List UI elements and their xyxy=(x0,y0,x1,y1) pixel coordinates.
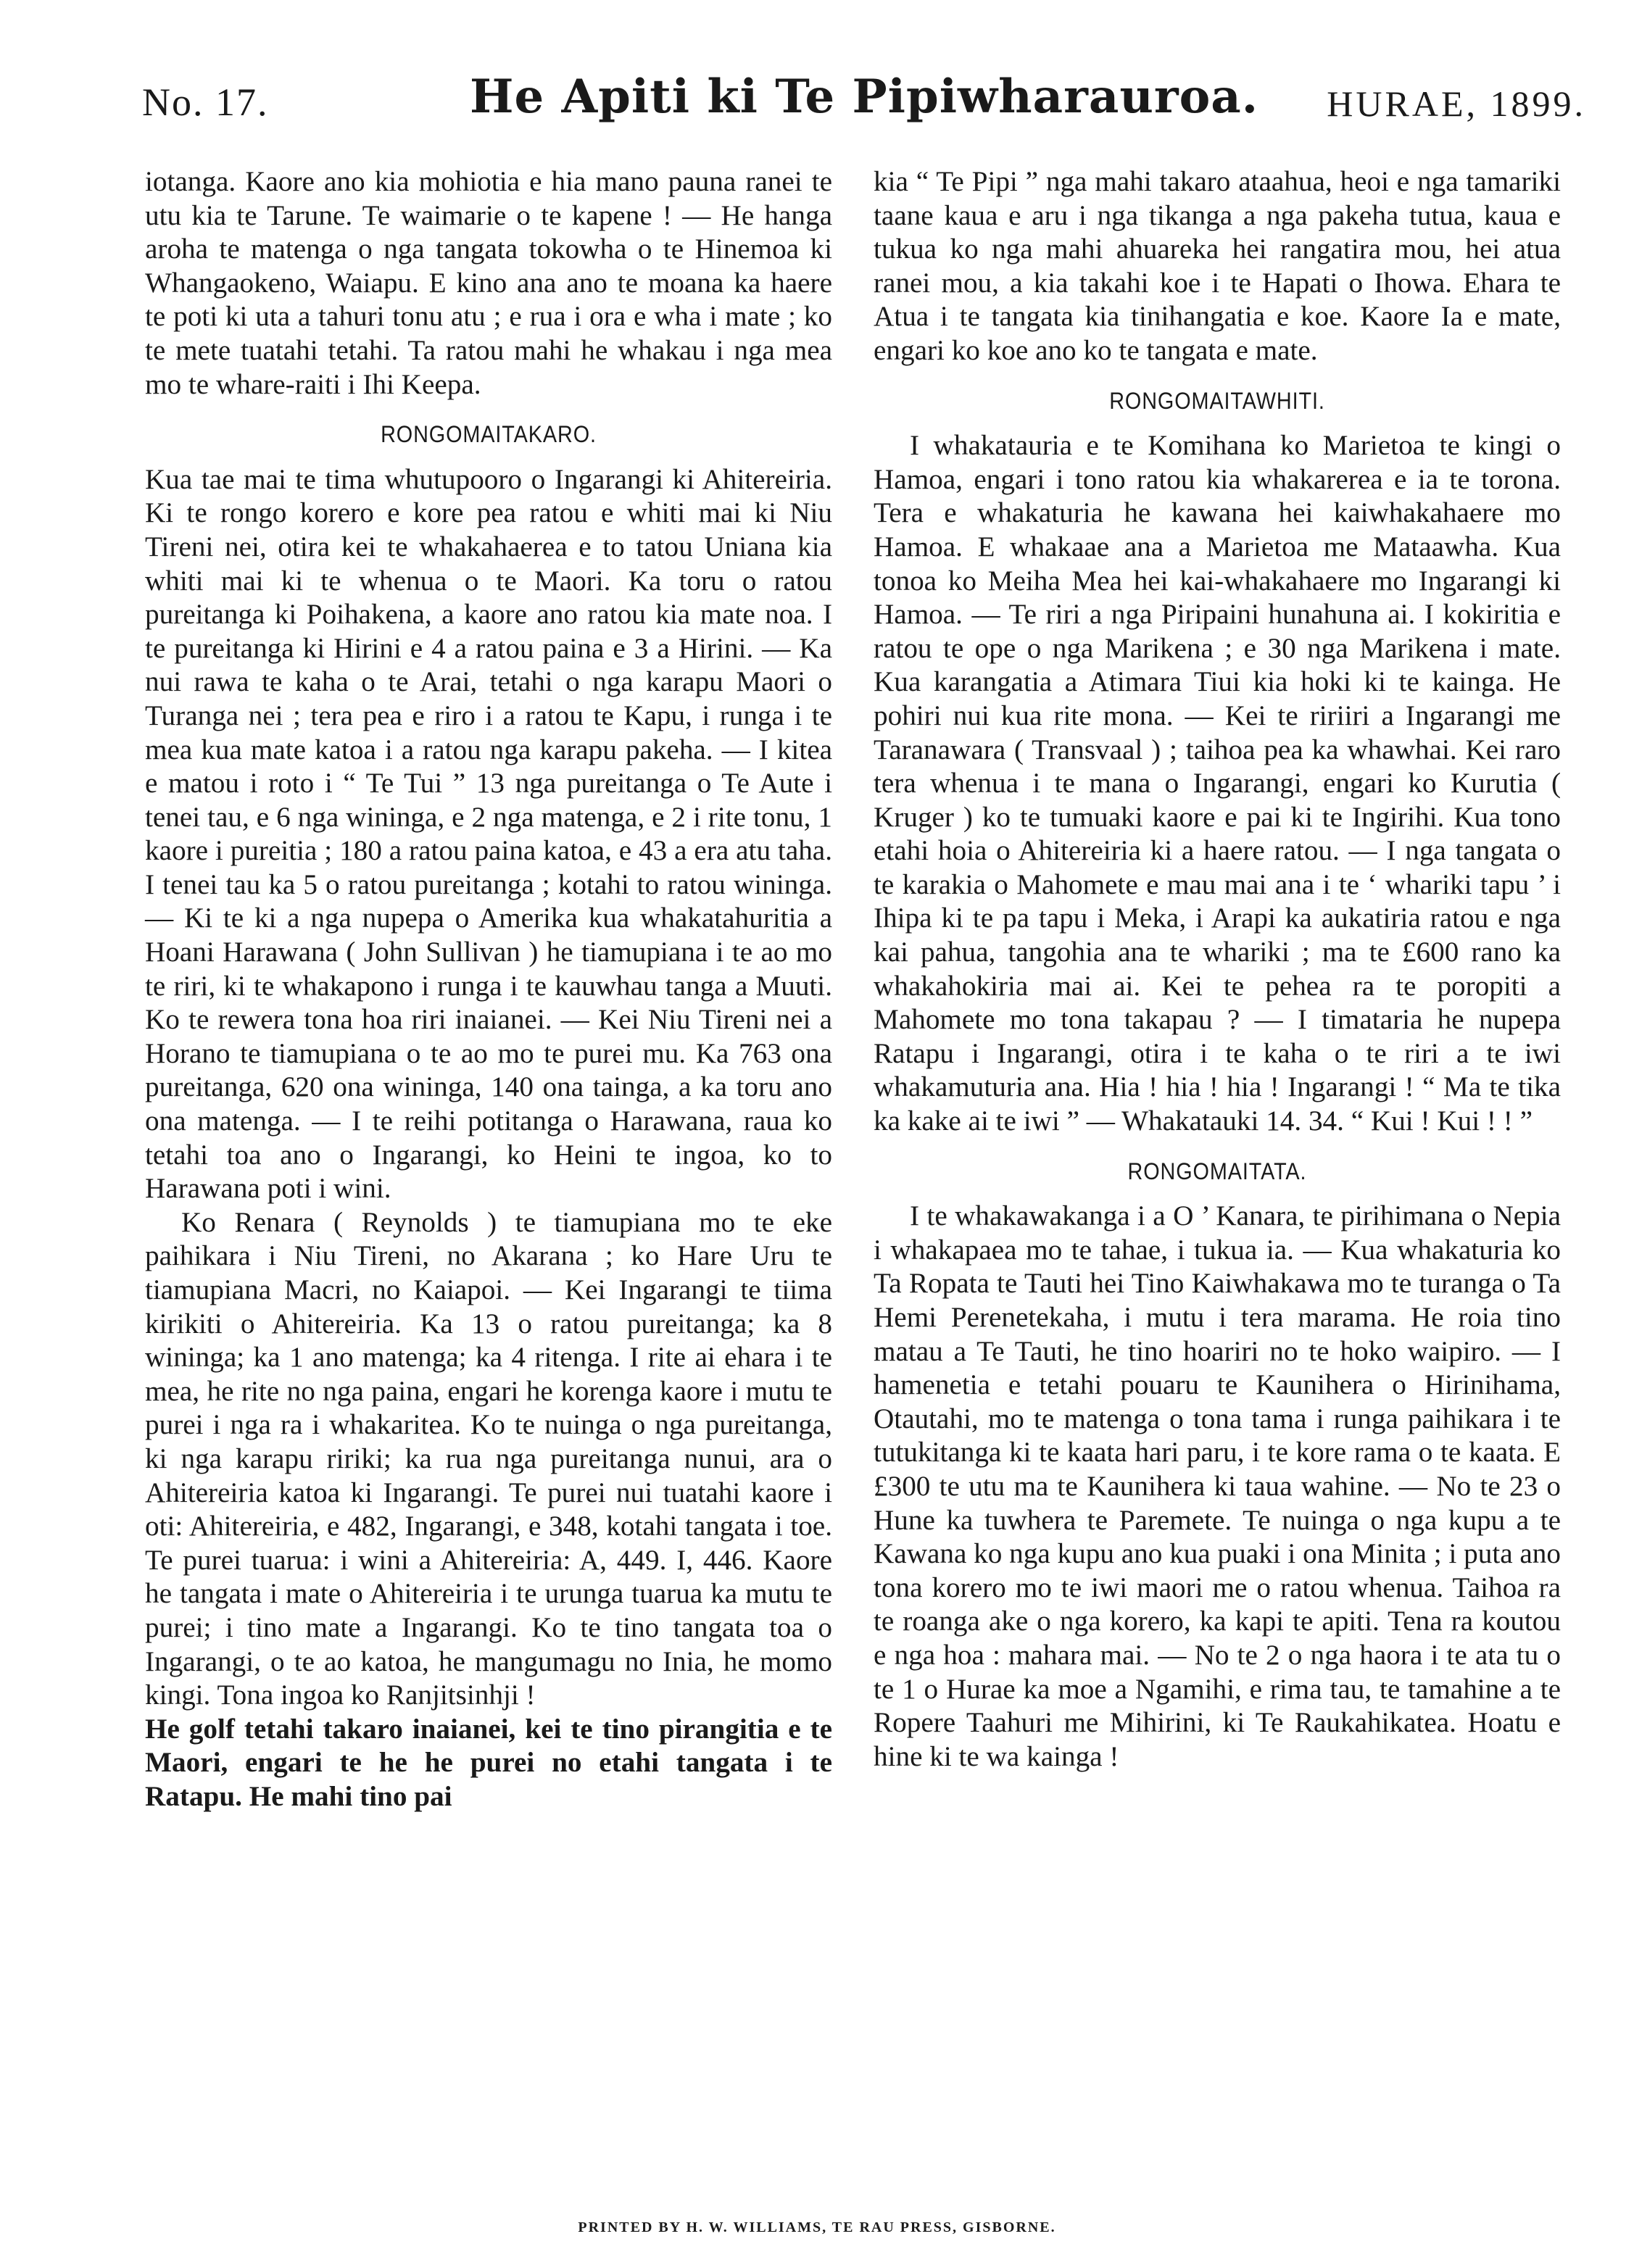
paragraph: I te whakawakanga i a O ’ Kanara, te pirihimana o Nepia i whakapaea mo te tahae, i tukua ia. — Kua whakaturia ko Ta Ropata te Tauti hei Tino Kaiwhakawa mo te turanga o Ta Hemi Perenetekaha, i mutu i tera marama. He roia tino matau a Te Tauti, he tino hoariri no te hoko waipiro. — I hamenetia e tetahi pouaru te Kaunihera o Hirinihama, Otautahi, mo te matenga o tona tama i runga paihikara i te tutukitanga ki te kaata hari paru, i te kore rama o te kaata. E £300 te utu ma te Kaunihera ki taua wahine. — No te 23 o Hune ka tuwhera te Paremete. Te nuinga o nga kupu a te Kawana ko nga kupu ano kua puaki i ona Minita ; i puta ano tona korero mo te iwi maori me o ratou whenua. Taihoa ra te roanga ake o nga korero, ka kapi te apiti. Tena ra koutou e nga hoa : mahara mai. — No te 2 o nga haora i te ata tu o te 1 o Hurae ka moe a Ngamihi, e rima tau, te tamahine a te Ropere Taahuri me Mihirini, ki Te Raukahikatea. Hoatu e hine ki te wa kainga ! xyxy=(874,1200,1561,1772)
section-heading-rongomaitata: RONGOMAITATA. xyxy=(1127,1158,1307,1184)
left-column xyxy=(145,165,832,1814)
paragraph: I whakatauria e te Komihana ko Marietoa te kingi o Hamoa, engari i tono ratou kia whakarerea e ia te torona. Tera e whakaturia he kawana hei kaiwhakahaere mo Hamoa. E whakaae ana a Marietoa me Mataawha. Kua tonoa ko Meiha Mea hei kai-whakahaere mo Ingarangi ki Hamoa. — Te riri a nga Piripaini hunahuna ai. I kokiritia e ratou te ope o nga Marikena ; e 30 nga Marikena i mate. Kua karangatia a Atimara Tiui kia hoki ki te kainga. He pohiri nui kua rite mona. — Kei te ririiri a Ingarangi me Taranawara ( Transvaal ) ; taihoa pea ka whawhai. Kei raro tera whenua i te mana o Ingarangi, engari ko Kurutia ( Kruger ) ko te tumuaki kaore e pai ki te Ingirihi. Kua tono etahi hoia o Ahitereiria ki a haere ratou. — I nga tangata o te karakia o Mahomete e mau mai ana i te ‘ whariki tapu ’ i Ihipa ki te pa tapu i Meka, i Arapi ka aukatiria ratou e nga kai pahua, tangohia ana te whariki ; ma te £600 rano ka whakahokiria mai ai. Kei te pehea ra te poropiti a Mahomete mo tona takapau ? — I timataria he nupepa Ratapu i Ingarangi, otira i te kaha o te riri a te iwi whakamuturia ana. Hia ! hia ! hia ! Ingarangi ! “ Ma te tika ka kake ai te iwi ” — Whakatauki 14. 34. “ Kui ! Kui ! ! ” xyxy=(874,430,1561,1137)
paragraph: kia “ Te Pipi ” nga mahi takaro ataahua, heoi e nga tamariki taane kaua e aru i nga tikanga a nga pakeha tutua, kaua e tukua ko nga mahi ahuareka hei rangatira mou, hei atua ranei mou, a kia takahi koe i te Hapati o Ihowa. Ehara te Atua i te tangata kia tinihangatia e koe. Kaore Ia e mate, engari ko koe ano ko te tangata e mate. xyxy=(874,166,1561,366)
paragraph: Kua tae mai te tima whutupooro o Ingarangi ki Ahitereiria. Ki te rongo korero e kore pea ratou e whiti mai ki Niu Tireni nei, otira kei te whakahaerea e to tatou Uniana kia whiti mai ki te whenua o te Maori. Ka toru o ratou pureitanga ki Poihakena, a kaore ano ratou kia mate noa. I te pureitanga ki Hirini e 4 a ratou paina e 3 a Hirini. — Ka nui rawa te kaha o te Arai, tetahi o nga karapu Maori o Turanga nei ; tera pea e riro i a ratou te Kapu, i runga i te mea kua mate katoa i a ratou nga karapu pakeha. — I kitea e matou i roto i “ Te Tui ” 13 nga pureitanga o Te Aute i tenei tau, e 6 nga wininga, e 2 nga matenga, e 2 i rite tonu, 1 kaore i pureitia ; 180 a ratou paina katoa, e 43 a era atu taha. I tenei tau ka 5 o ratou pureitanga ; kotahi to ratou wininga. — Ki te ki a nga nupepa o Amerika kua whakatahuritia a Hoani Harawana ( John Sullivan ) he tiamupiana i te ao mo te riri, ki te whakapono i runga i te kauwhau tanga a Muuti. Ko te rewera tona hoa riri inaianei. — Kei Niu Tireni nei a Horano te tiamupiana o te ao mo te purei mu. Ka 763 ona pureitanga, 620 ona wininga, 140 ona tainga, a ka toru ano ona matenga. — I te reihi potitanga o Harawana, raua ko tetahi toa ano o Ingarangi, ko Heini te ingoa, ko to Harawana poti i wini. xyxy=(145,463,832,1205)
issue-number: No. 17. xyxy=(142,80,269,124)
paragraph: He golf tetahi takaro inaianei, kei te tino pirangitia e te Maori, engari te he he purei no etahi tangata i te Ratapu. He mahi tino pai xyxy=(145,1713,832,1812)
section-heading-rongomaitawhiti: RONGOMAITAWHITI. xyxy=(1109,387,1325,414)
masthead-title: He Apiti ki Te Pipiwharauroa. xyxy=(469,70,1259,124)
page-header xyxy=(142,70,1586,142)
paragraph: Ko Renara ( Reynolds ) te tiamupiana mo te eke paihikara i Niu Tireni, no Akarana ; ko Hare Uru te tiamupiana Macri, no Kaiapoi. — Kei Ingarangi te tiima kirikiti o Ahitereiria. Ka 13 o ratou pureitanga; ka 8 wininga; ka 1 ano matenga; ka 4 ritenga. I rite ai ehara i te mea, he rite no nga paina, engari he korenga kaore i mutu te purei i nga ra i whakaritea. Ko te nuinga o nga pureitanga, ki nga karapu ririki; ka rua nga pureitanga nunui, ara o Ahitereiria katoa ki Ingarangi. Te purei nui tuatahi kaore i oti: Ahitereiria, e 482, Ingarangi, e 348, kotahi tangata i toe. Te purei tuarua: i wini a Ahitereiria: A, 449. I, 446. Kaore he tangata i mate o Ahitereiria i te urunga tuarua ka mutu te purei; i tino mate a Ingarangi. Ko te tino tangata toa o Ingarangi, o te ao katoa, he mangumagu no Inia, he momo kingi. Tona ingoa ko Ranjitsinhji ! xyxy=(145,1206,832,1711)
paragraph: iotanga. Kaore ano kia mohiotia e hia mano pauna ranei te utu kia te Tarune. Te waimarie o te kapene ! — He hanga aroha te matenga o nga tangata tokowha o te Hinemoa ki Whangaokeno, Waiapu. E kino ana ano te moana ka haere te poti ki uta a tahuri tonu atu ; e rua i ora e wha i mate ; ko te mete tuatahi tetahi. Ta ratou mahi he whakau i nga mea mo te whare-raiti i Ihi Keepa. xyxy=(145,166,832,400)
printer-imprint: PRINTED BY H. W. WILLIAMS, TE RAU PRESS, GISBORNE. xyxy=(578,2219,1056,2235)
issue-date: HURAE, 1899. xyxy=(1327,83,1586,124)
right-column xyxy=(874,165,1561,1774)
section-heading-rongomaitakaro: RONGOMAITAKARO. xyxy=(381,421,597,448)
